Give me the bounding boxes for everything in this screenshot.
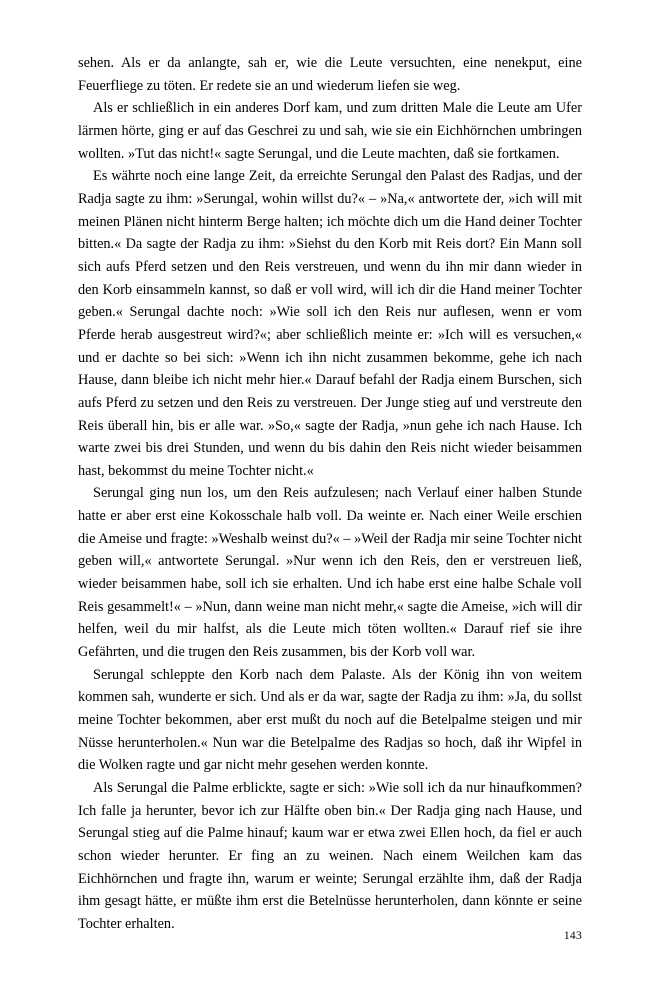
paragraph: Serungal ging nun los, um den Reis aufzulesen; nach Verlauf einer halben Stunde hatte er aber erst eine Kokosschale halb voll. Da weinte er. Nach einer Weile erschien die Ameise und fragte: »Weshalb weinst du?« – »Weil der Radja mir seine Tochter nicht geben will,« antwortete Serungal. »Nur wenn ich den Reis, den er verstreuen ließ, wieder beisammen habe, soll ich sie erhalten. Und ich habe erst eine halbe Schale voll Reis gesammelt!« – »Nun, dann weine man nicht mehr,« sagte die Ameise, »ich will dir helfen, weil du mir halfst, als die Leute mich töten wollten.« Darauf rief sie ihre Gefährten, und die trugen den Reis zusammen, bis der Korb voll war. [78, 485, 582, 661]
paragraph: sehen. Als er da anlangte, sah er, wie die Leute versuchten, eine nenekput, eine Feuerfliege zu töten. Er redete sie an und wiederum liefen sie weg. [78, 55, 582, 94]
paragraph: Es währte noch eine lange Zeit, da erreichte Serungal den Palast des Radjas, und der Radja sagte zu ihm: »Serungal, wohin willst du?« – »Na,« antwortete der, »ich will mit meinen Plänen nicht hinterm Berge halten; ich möchte dich um die Hand deiner Tochter bitten.« Da sagte der Radja zu ihm: »Siehst du den Korb mit Reis dort? Ein Mann soll sich aufs Pferd setzen und den Reis verstreuen, und wenn du ihn mir dann wieder in den Korb einsammeln kannst, so daß er voll wird, will ich dir die Hand meiner Tochter geben.« Serungal dachte noch: »Wie soll ich den Reis nur auflesen, wenn er vom Pferde herab ausgestreut wird?«; aber schließlich meinte er: »Ich will es versuchen,« und er dachte so bei sich: »Wenn ich ihn nicht zusammen bekomme, gehe ich nach Hause, dann bleibe ich nicht mehr hier.« Darauf befahl der Radja einem Burschen, sich aufs Pferd zu setzen und den Reis zu verstreuen. Der Junge stieg auf und verstreute den Reis überall hin, bis er alle war. »So,« sagte der Radja, »nun gehe ich nach Hause. Ich warte zwei bis drei Stunden, und wenn du bis dahin den Reis nicht wieder beisammen hast, bekommst du meine Tochter nicht.« [78, 168, 582, 479]
body-text [78, 52, 582, 936]
page-number: 143 [563, 930, 582, 942]
paragraph: Serungal schleppte den Korb nach dem Palaste. Als der König ihn von weitem kommen sah, wunderte er sich. Und als er da war, sagte der Radja zu ihm: »Ja, du sollst meine Tochter bekommen, aber erst mußt du noch auf die Betelpalme steigen und mir Nüsse herunterholen.« Nun war die Betelpalme des Radjas so hoch, daß ihr Wipfel in die Wolken ragte und gar nicht mehr gesehen werden konnte. [78, 666, 582, 774]
paragraph: Als er schließlich in ein anderes Dorf kam, und zum dritten Male die Leute am Ufer lärmen hörte, ging er auf das Geschrei zu und sah, wie sie ein Eichhörnchen umbringen wollten. »Tut das nicht!« sagte Serungal, und die Leute machten, daß sie fortkamen. [78, 100, 582, 162]
paragraph: Als Serungal die Palme erblickte, sagte er sich: »Wie soll ich da nur hinaufkommen? Ich falle ja herunter, bevor ich zur Hälfte oben bin.« Der Radja ging nach Hause, und Serungal stieg auf die Palme hinauf; kaum war er etwa zwei Ellen hoch, da fiel er auch schon wieder herunter. Er fing an zu weinen. Nach einem Weilchen kam das Eichhörnchen und fragte ihn, warum er weinte; Serungal erzählte ihm, daß der Radja ihm gesagt hätte, er müßte ihm erst die Betelnüsse herunterholen, dann könnte er seine Tochter erhalten. [78, 780, 582, 932]
